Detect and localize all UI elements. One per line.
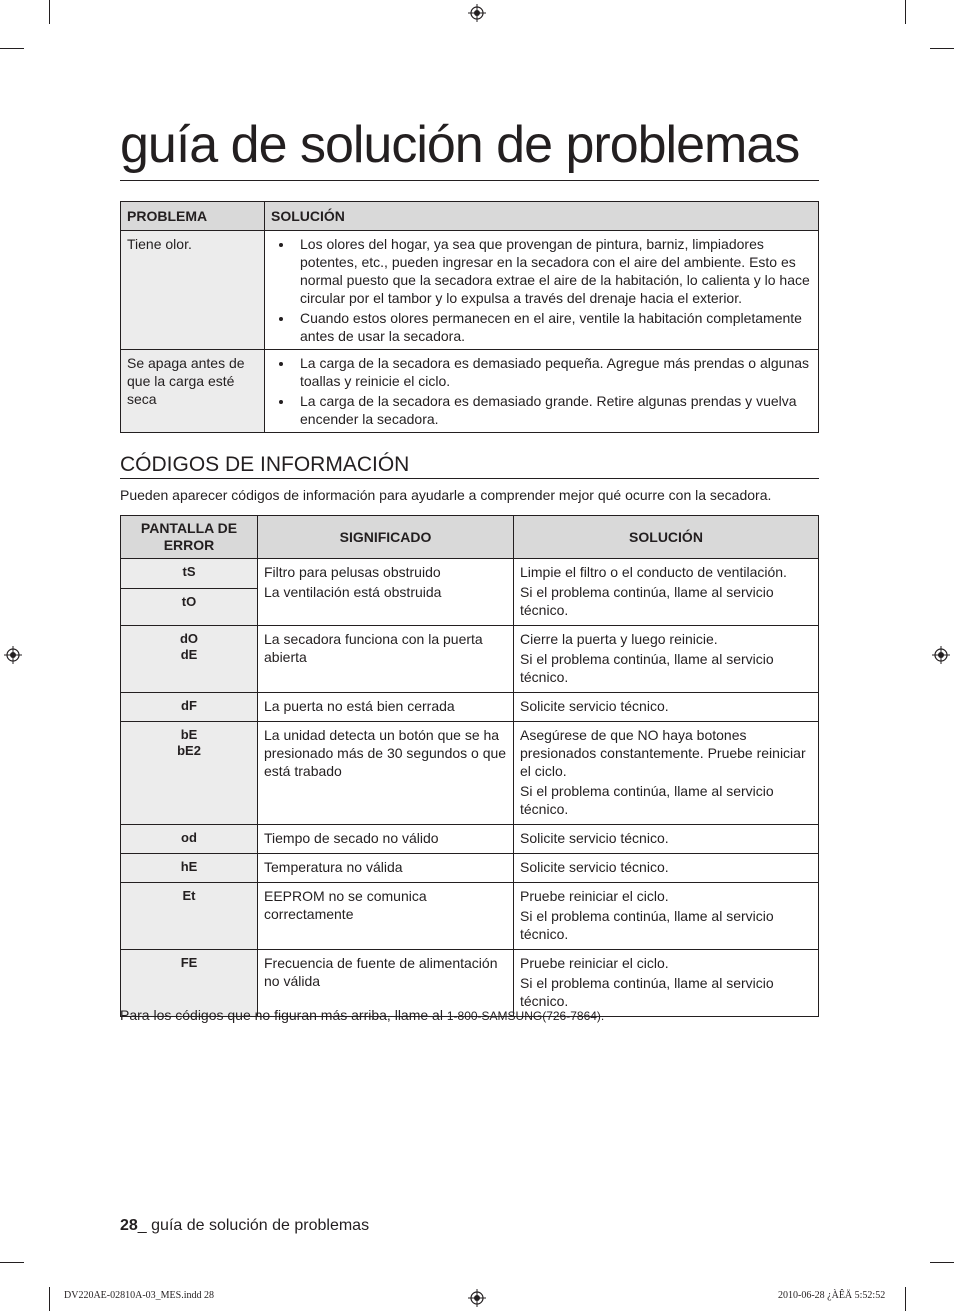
page-title: guía de solución de problemas: [120, 110, 819, 181]
error-code-cell: [121, 883, 258, 950]
meaning-cell: La unidad detecta un botón que se ha presionado más de 30 segundos o que está trabado: [258, 722, 514, 825]
table-row: [121, 626, 819, 693]
solution-line: Si el problema continúa, llame al servicio técnico.: [520, 908, 774, 942]
problems-table: [120, 201, 819, 433]
error-code: dF: [181, 698, 197, 713]
error-code: bE2: [177, 743, 201, 758]
registration-mark-icon: [468, 1289, 486, 1307]
solution-cell: [514, 559, 819, 626]
solution-line: Limpie el filtro o el conducto de ventilación.: [520, 564, 787, 580]
solution-list: [271, 354, 812, 428]
solution-cell: [265, 350, 819, 433]
table-row: [121, 854, 819, 883]
meaning-line: Filtro para pelusas obstruido: [264, 564, 441, 580]
crop-mark: [930, 48, 954, 49]
solution-list: [271, 235, 812, 345]
registration-mark-icon: [4, 646, 22, 664]
meaning-cell: EEPROM no se comunica correctamente: [258, 883, 514, 950]
table-row: [121, 883, 819, 950]
list-item: • Cuando estos olores permanecen en el aire, ventile la habitación completamente antes de usar la secadora.: [294, 309, 812, 345]
problem-cell: Tiene olor.: [121, 231, 265, 350]
column-header-solution: SOLUCIÓN: [514, 516, 819, 559]
crop-mark: [0, 1262, 24, 1263]
problem-cell: Se apaga antes de que la carga esté seca: [121, 350, 265, 433]
error-code: tS: [182, 564, 196, 579]
crop-mark: [905, 1287, 906, 1311]
column-header-problem: PROBLEMA: [121, 202, 265, 231]
list-item: • La carga de la secadora es demasiado pequeña. Agregue más prendas o algunas toallas y reinicie el ciclo.: [294, 354, 812, 390]
page-footer-label: _ guía de solución de problemas: [137, 1217, 370, 1234]
solution-line: Cierre la puerta y luego reinicie.: [520, 631, 718, 647]
table-row: [121, 722, 819, 825]
meaning-cell: Frecuencia de fuente de alimentación no válida: [258, 950, 514, 1017]
meaning-line: La ventilación está obstruida: [264, 584, 442, 600]
column-header-solution: SOLUCIÓN: [265, 202, 819, 231]
error-code-cell: [121, 589, 258, 626]
footnote: [120, 1007, 604, 1023]
list-item: • Los olores del hogar, ya sea que provengan de pintura, barniz, limpiadores potentes, etc., pueden ingresar en la secadora con el aire del ambiente. Esto es normal puesto que la secadora extrae el aire de la habitación, lo calienta y lo hace circular por el tambor y lo expulsa a través del drenaje hacia el exterior.: [294, 235, 812, 307]
table-row: [121, 693, 819, 722]
crop-mark: [905, 0, 906, 24]
table-header-row: [121, 202, 819, 231]
error-code-cell: [121, 722, 258, 825]
section-heading: CÓDIGOS DE INFORMACIÓN: [120, 452, 819, 479]
error-code: dO: [179, 631, 199, 646]
meaning-cell: Temperatura no válida: [258, 854, 514, 883]
table-row: [121, 350, 819, 433]
page-footer: [120, 1217, 369, 1235]
solution-cell: [514, 693, 819, 722]
registration-mark-icon: [468, 4, 486, 22]
solution-cell: [514, 883, 819, 950]
solution-cell: [514, 825, 819, 854]
error-code: dE: [180, 647, 198, 662]
meaning-cell: La secadora funciona con la puerta abierta: [258, 626, 514, 693]
solution-line: Pruebe reiniciar el ciclo.: [520, 955, 669, 971]
error-code: Et: [182, 888, 196, 903]
crop-mark: [49, 0, 50, 24]
page-number: 28: [120, 1217, 138, 1234]
solution-cell: [514, 626, 819, 693]
footnote-text: Para los códigos que no figuran más arriba, llame al: [120, 1007, 443, 1023]
error-code: od: [181, 830, 197, 845]
error-code: tO: [181, 594, 197, 610]
meaning-cell: La puerta no está bien cerrada: [258, 693, 514, 722]
solution-cell: [514, 854, 819, 883]
table-header-row: [121, 516, 819, 559]
crop-mark: [930, 1262, 954, 1263]
solution-line: Solicite servicio técnico.: [520, 830, 669, 846]
table-row: [121, 825, 819, 854]
error-code: hE: [180, 859, 198, 874]
list-item: • La carga de la secadora es demasiado grande. Retire algunas prendas y vuelva encender la secadora.: [294, 392, 812, 428]
file-slug: DV220AE-02810A-03_MES.indd 28: [64, 1290, 214, 1301]
error-code-cell: [121, 559, 258, 589]
solution-line: Si el problema continúa, llame al servicio técnico.: [520, 975, 774, 1009]
solution-line: Asegúrese de que NO haya botones presionados constantemente. Pruebe reiniciar el ciclo.: [520, 727, 806, 779]
error-code-cell: [121, 626, 258, 693]
solution-line: Pruebe reiniciar el ciclo.: [520, 888, 669, 904]
error-code-cell: [121, 854, 258, 883]
error-code: bE: [180, 727, 198, 742]
solution-cell: [265, 231, 819, 350]
column-header-error-display: PANTALLA DE ERROR: [121, 516, 258, 559]
codes-table: [120, 515, 819, 1017]
meaning-cell: [258, 559, 514, 626]
crop-mark: [49, 1287, 50, 1311]
column-header-meaning: SIGNIFICADO: [258, 516, 514, 559]
solution-line: Solicite servicio técnico.: [520, 698, 669, 714]
solution-line: Si el problema continúa, llame al servicio técnico.: [520, 651, 774, 685]
registration-mark-icon: [932, 646, 950, 664]
solution-line: Si el problema continúa, llame al servicio técnico.: [520, 783, 774, 817]
crop-mark: [0, 48, 24, 49]
meaning-cell: Tiempo de secado no válido: [258, 825, 514, 854]
table-row: [121, 231, 819, 350]
solution-cell: [514, 722, 819, 825]
support-phone: 1-800-SAMSUNG(726-7864).: [446, 1009, 605, 1023]
date-slug: 2010-06-28 ¿ÀÊÄ 5:52:52: [778, 1290, 886, 1301]
solution-line: Solicite servicio técnico.: [520, 859, 669, 875]
error-code: FE: [180, 955, 198, 970]
solution-line: Si el problema continúa, llame al servicio técnico.: [520, 584, 774, 618]
error-code-cell: [121, 825, 258, 854]
section-intro: Pueden aparecer códigos de información para ayudarle a comprender mejor qué ocurre con la secadora.: [120, 487, 772, 503]
table-row: [121, 559, 819, 589]
error-code-cell: [121, 693, 258, 722]
